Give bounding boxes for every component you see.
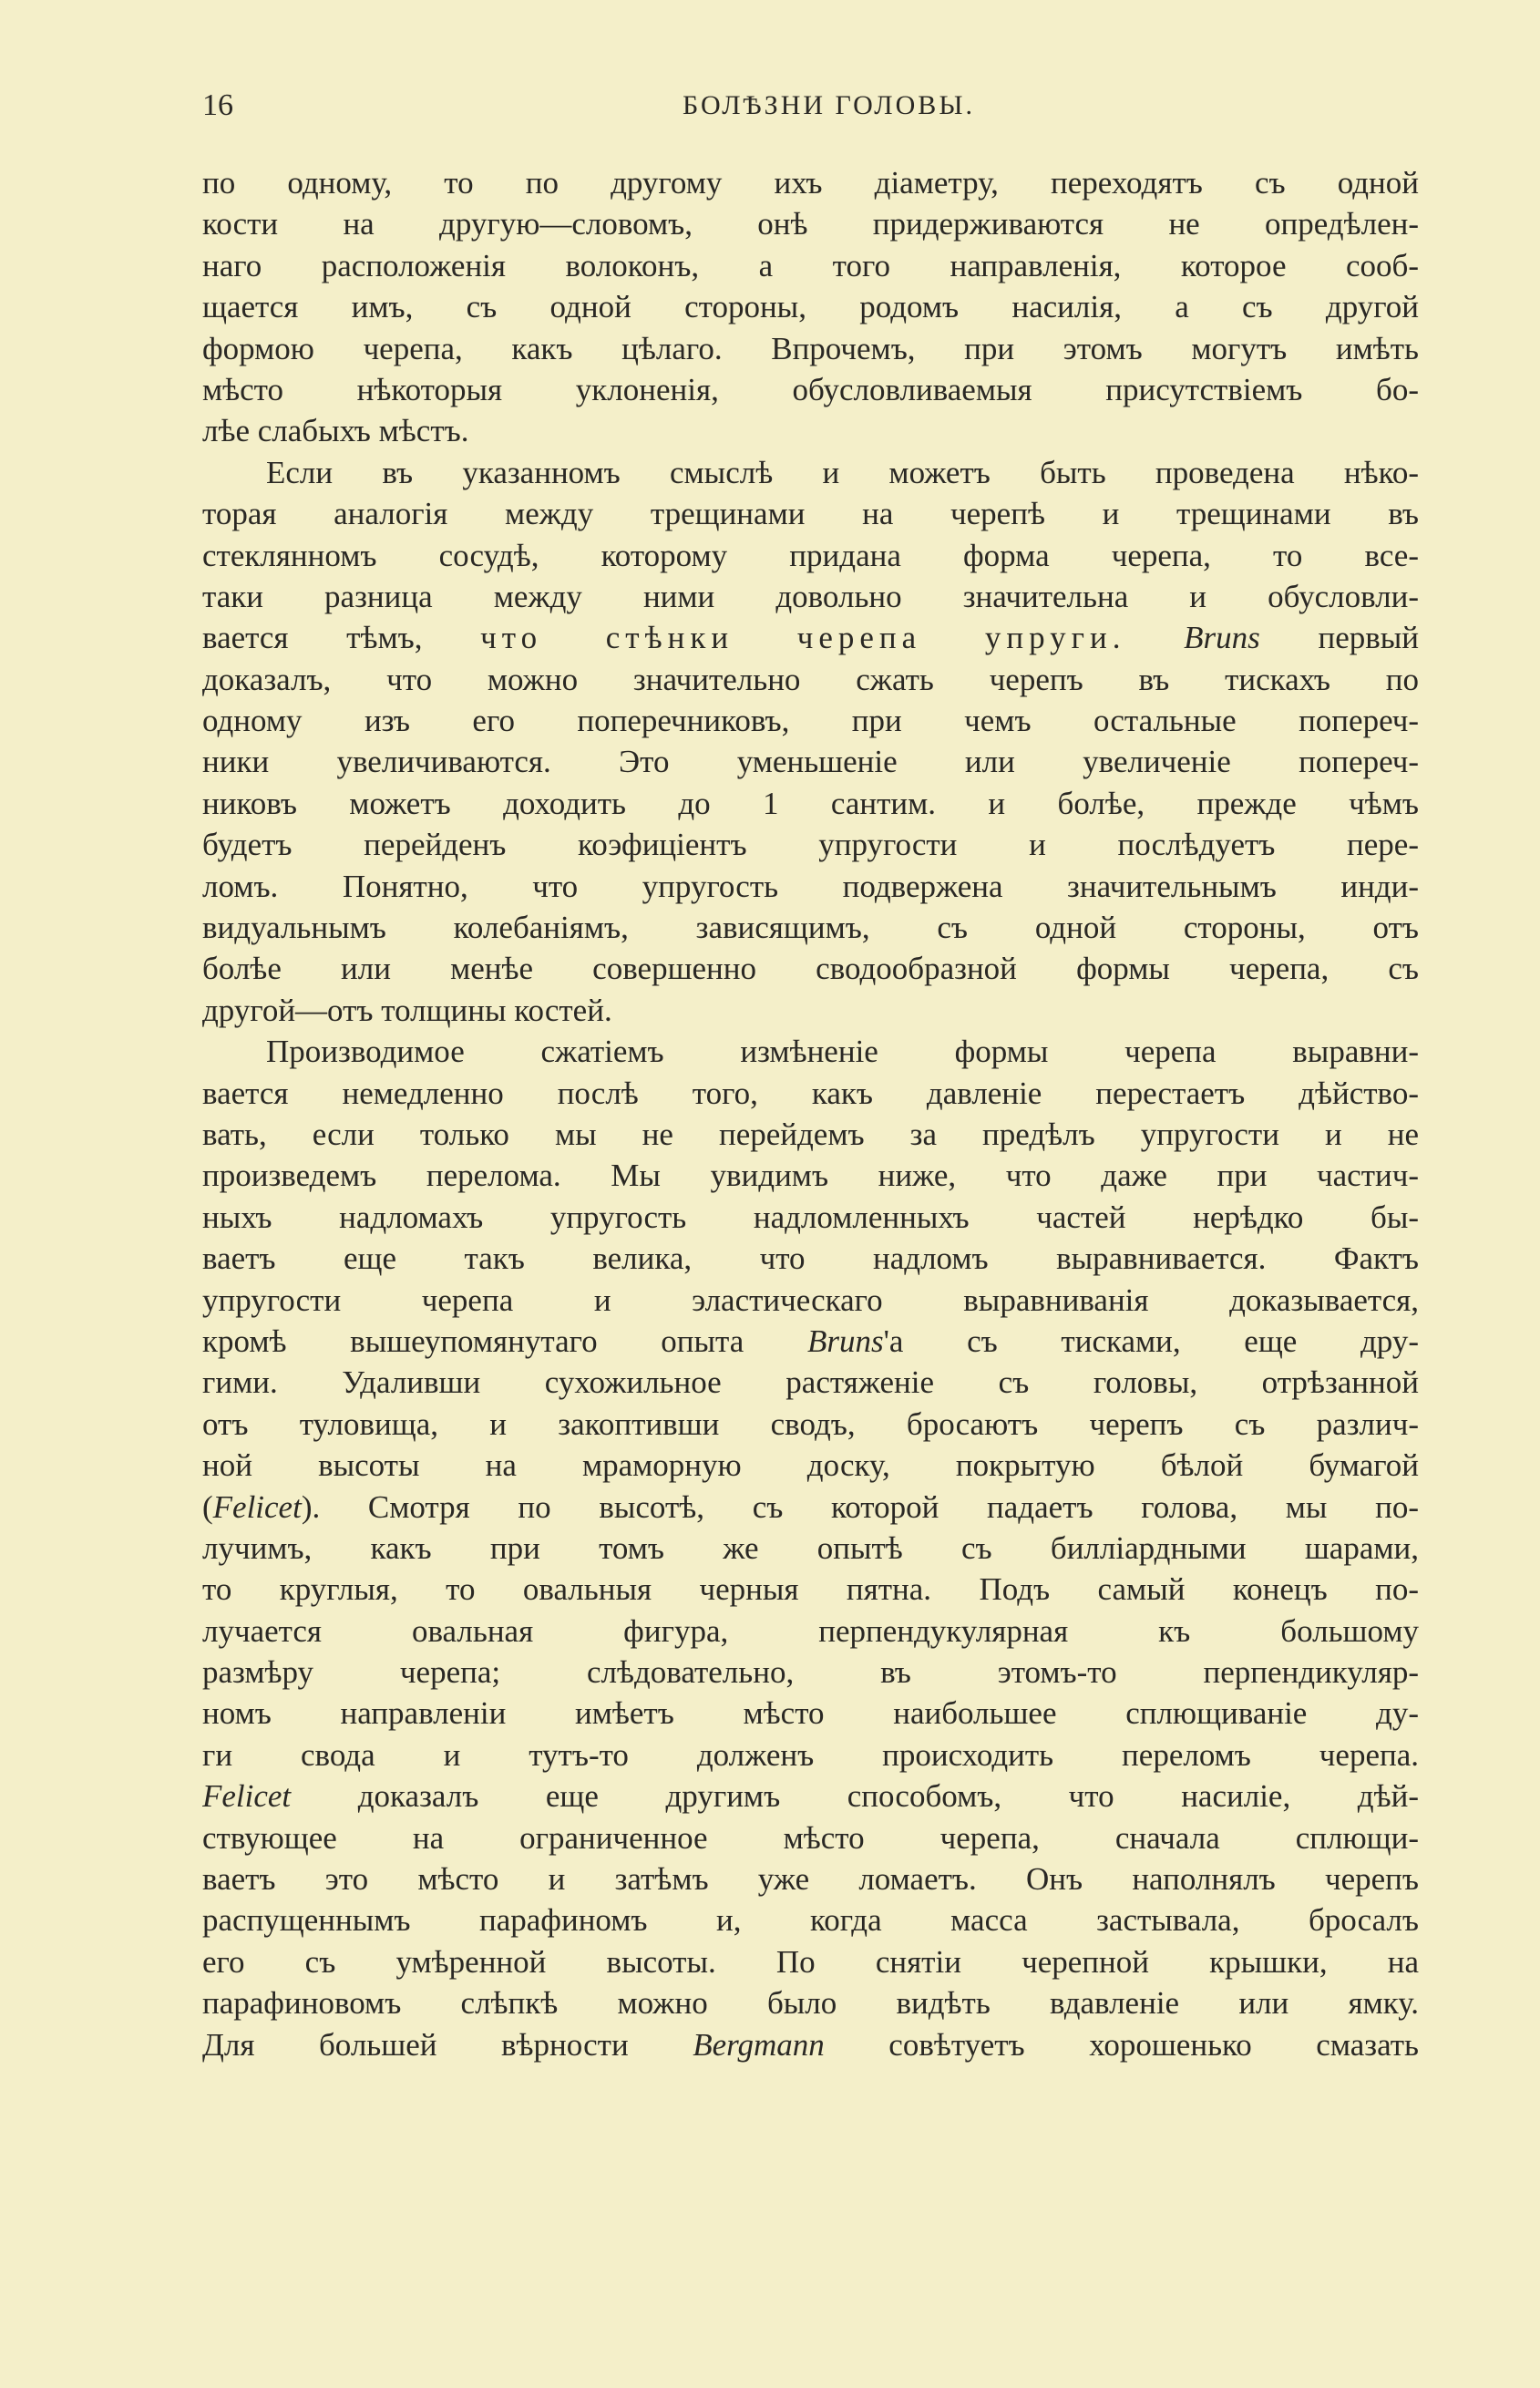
- text-line: [202, 617, 1419, 658]
- text-segment: совѣтуетъ хорошенько смазать: [824, 2026, 1419, 2063]
- text-line: другой—отъ толщины костей.: [202, 992, 612, 1028]
- text-line: упругости черепа и эластическаго выравниванія доказывается,: [202, 1281, 1419, 1318]
- text-line: видуальнымъ колебаніямъ, зависящимъ, съ одной стороны, отъ: [202, 910, 1419, 946]
- text-segment: кромѣ вышеупомянутаго опыта: [202, 1323, 807, 1359]
- text-segment: ). Смотря по высотѣ, съ которой падаетъ голова, мы по-: [301, 1488, 1419, 1525]
- text-line: гими. Удаливши сухожильное растяженіе съ головы, отрѣзанной: [202, 1364, 1419, 1401]
- text-line: кости на другую—словомъ, онѣ придерживаются не опредѣлен-: [202, 206, 1419, 242]
- text-segment: доказалъ еще другимъ способомъ, что насиліе, дѣй-: [291, 1778, 1419, 1815]
- text-line: доказалъ, что можно значительно сжать черепъ въ тискахъ по: [202, 661, 1419, 697]
- text-line: ныхъ надломахъ упругость надломленныхъ частей нерѣдко бы-: [202, 1199, 1419, 1235]
- text-line: торая аналогія между трещинами на черепѣ и трещинами въ: [202, 496, 1419, 532]
- text-line: ломъ. Понятно, что упругость подвержена значительнымъ инди-: [202, 868, 1419, 904]
- text-line: ствующее на ограниченное мѣсто черепа, сначала сплющи-: [202, 1819, 1419, 1856]
- text-line: размѣру черепа; слѣдовательно, въ этомъ-то перпендикуляр-: [202, 1654, 1419, 1691]
- page-header: [202, 84, 1419, 128]
- author-name: Felicet: [202, 1778, 292, 1815]
- text-line: [202, 1776, 1419, 1817]
- author-name: Bruns: [1184, 620, 1260, 656]
- text-segment: первый: [1259, 620, 1419, 656]
- text-line: ники увеличиваются. Это уменьшеніе или увеличеніе попереч-: [202, 744, 1419, 780]
- text-line: по одному, то по другому ихъ діаметру, переходятъ съ одной: [202, 165, 1419, 201]
- text-line: вается немедленно послѣ того, какъ давленіе перестаетъ дѣйство-: [202, 1075, 1419, 1111]
- text-line: ваетъ это мѣсто и затѣмъ уже ломаетъ. Онъ наполнялъ черепъ: [202, 1861, 1419, 1898]
- text-segment: 'а съ тисками, еще дру-: [883, 1323, 1419, 1359]
- text-line: наго расположенія волоконъ, а того направленія, которое сооб-: [202, 247, 1419, 283]
- text-line: [202, 2024, 1419, 2065]
- text-segment: Для большей вѣрности: [202, 2026, 693, 2063]
- text-line: отъ туловища, и закоптивши сводъ, бросаютъ черепъ съ различ-: [202, 1405, 1419, 1442]
- text-line: распущеннымъ парафиномъ и, когда масса застывала, бросалъ: [202, 1902, 1419, 1939]
- text-line: вать, если только мы не перейдемъ за предѣлъ упругости и не: [202, 1116, 1419, 1152]
- text-line: лучимъ, какъ при томъ же опытѣ съ билліардными шарами,: [202, 1529, 1419, 1566]
- text-line: никовъ можетъ доходить до 1 сантим. и болѣе, прежде чѣмъ: [202, 785, 1419, 821]
- text-line: таки разница между ними довольно значительна и обусловли-: [202, 578, 1419, 614]
- text-line: номъ направленіи имѣетъ мѣсто наибольшее сплющиваніе ду-: [202, 1695, 1419, 1732]
- text-line: ги свода и тутъ-то долженъ происходить переломъ черепа.: [202, 1736, 1419, 1773]
- text-line: Если въ указанномъ смыслѣ и можетъ быть проведена нѣко-: [266, 454, 1419, 490]
- author-name: Bergmann: [693, 2026, 825, 2063]
- text-line: будетъ перейденъ коэфиціентъ упругости и послѣдуетъ пере-: [202, 827, 1419, 863]
- text-line: мѣсто нѣкоторыя уклоненія, обусловливаемыя присутствіемъ бо-: [202, 371, 1419, 407]
- text-line: болѣе или менѣе совершенно сводообразной формы черепа, съ: [202, 951, 1419, 987]
- text-segment: [1125, 620, 1184, 655]
- text-line: парафиновомъ слѣпкѣ можно было видѣть вдавленіе или ямку.: [202, 1985, 1419, 2022]
- running-head: БОЛѢЗНИ ГОЛОВЫ.: [683, 90, 975, 120]
- page-number: 16: [202, 88, 233, 122]
- body-text: [202, 162, 1419, 2065]
- author-name: Bruns: [806, 1323, 884, 1359]
- text-line: то круглыя, то овальныя черныя пятна. Подъ самый конецъ по-: [202, 1571, 1419, 1608]
- text-segment: (: [202, 1488, 213, 1525]
- text-line: [202, 1487, 1419, 1528]
- text-line: Производимое сжатіемъ измѣненіе формы черепа выравни-: [266, 1034, 1419, 1070]
- text-line: щается имъ, съ одной стороны, родомъ насилія, а съ другой: [202, 289, 1419, 325]
- text-line: произведемъ перелома. Мы увидимъ ниже, что даже при частич-: [202, 1158, 1419, 1194]
- text-line: [202, 1321, 1419, 1362]
- text-line: лѣе слабыхъ мѣстъ.: [202, 413, 469, 449]
- text-line: ной высоты на мраморную доску, покрытую бѣлой бумагой: [202, 1447, 1419, 1484]
- text-line: ваетъ еще такъ велика, что надломъ выравнивается. Фактъ: [202, 1240, 1419, 1277]
- text-line: стеклянномъ сосудѣ, которому придана форма черепа, то все-: [202, 537, 1419, 573]
- text-segment: вается тѣмъ,: [202, 620, 481, 656]
- text-line: формою черепа, какъ цѣлаго. Впрочемъ, при этомъ могутъ имѣть: [202, 330, 1419, 366]
- emphasis-spaced: что стѣнки черепа упруги.: [480, 620, 1126, 656]
- text-line: лучается овальная фигура, перпендукулярная къ большому: [202, 1612, 1419, 1649]
- text-line: его съ умѣренной высоты. По снятіи черепной крышки, на: [202, 1943, 1419, 1980]
- author-name: Felicet: [212, 1488, 302, 1525]
- text-line: одному изъ его поперечниковъ, при чемъ остальные попереч-: [202, 703, 1419, 739]
